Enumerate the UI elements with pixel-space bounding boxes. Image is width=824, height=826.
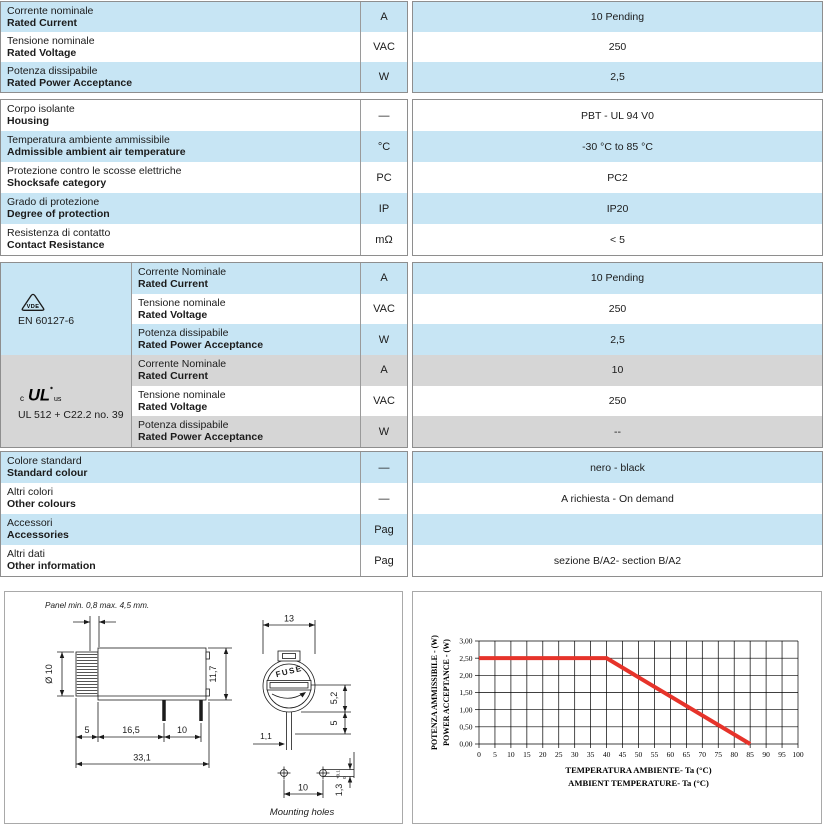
svg-text:0,00: 0,00 (459, 739, 473, 749)
unit-cell: Pag (360, 514, 407, 545)
cert-table-values (412, 262, 823, 448)
panel-note: Panel min. 0,8 max. 4,5 mm. (45, 601, 150, 610)
unit-cell: VAC (360, 32, 407, 62)
svg-text:40: 40 (602, 750, 611, 759)
unit-cell: Pag (360, 545, 407, 576)
dim-cap-length: 5 (84, 725, 90, 735)
label-en: Rated Voltage (138, 308, 208, 321)
value-cell: PBT - UL 94 V0 (413, 100, 822, 131)
table-row (1, 162, 407, 193)
spec-label (132, 355, 360, 386)
label-it: Altri dati (7, 548, 45, 560)
svg-text:20: 20 (539, 750, 547, 759)
svg-text:POTENZA AMMISSIBILE - (W): POTENZA AMMISSIBILE - (W) (430, 635, 439, 750)
svg-text:75: 75 (714, 750, 722, 759)
value-cell: 10 Pending (413, 2, 822, 32)
value-cell: < 5 (413, 224, 822, 255)
spec-label (132, 294, 360, 325)
label-it: Protezione contro le scosse elettriche (7, 165, 182, 177)
cert-rows (132, 355, 407, 447)
table-row (1, 100, 407, 131)
svg-text:35: 35 (586, 750, 595, 759)
spec-label (1, 545, 360, 576)
spec-label (1, 62, 360, 92)
spec-label (1, 514, 360, 545)
table-row (1, 545, 407, 576)
spec-table-2-labels (0, 99, 408, 256)
svg-text:TEMPERATURA AMBIENTE- Ta (°C): TEMPERATURA AMBIENTE- Ta (°C) (565, 765, 712, 775)
ul-logo-text: UL (28, 386, 50, 404)
svg-text:85: 85 (746, 750, 754, 759)
svg-text:30: 30 (570, 750, 579, 759)
svg-text:90: 90 (762, 750, 770, 759)
derating-chart-panel (412, 591, 822, 824)
cert-group-ul (1, 355, 407, 447)
value-cell: 250 (413, 294, 822, 325)
cert-group-cell (1, 355, 132, 447)
cert-standard: UL 512 + C22.2 no. 39 (18, 408, 124, 421)
svg-text:50: 50 (634, 750, 643, 759)
unit-cell: °C (360, 131, 407, 162)
label-it: Corrente Nominale (138, 358, 227, 370)
label-it: Corrente nominale (7, 5, 94, 17)
dim-body-height: 11,7 (208, 665, 218, 683)
ul-logo-us: us (54, 395, 62, 403)
table-row (132, 386, 407, 417)
label-it: Colore standard (7, 455, 82, 467)
value-cell: IP20 (413, 193, 822, 224)
svg-text:95: 95 (778, 750, 786, 759)
dim-pin-width: 1,1 (260, 731, 272, 741)
label-it: Altri colori (7, 486, 54, 498)
table-row (1, 483, 407, 514)
fuse-cap-label: FUSE (274, 663, 304, 680)
table-row (1, 32, 407, 62)
svg-text:10: 10 (507, 750, 515, 759)
value-cell: nero - black (413, 452, 822, 483)
unit-cell: mΩ (360, 224, 407, 255)
unit-cell: — (360, 483, 407, 514)
label-en: Rated Power Acceptance (138, 339, 264, 352)
svg-text:45: 45 (618, 750, 627, 759)
spec-table-1-labels (0, 1, 408, 93)
power-derating-chart (413, 592, 821, 823)
spec-label (132, 386, 360, 417)
label-it: Resistenza di contatto (7, 227, 111, 239)
table-row (132, 324, 407, 355)
cert-values-vde (413, 263, 822, 355)
value-cell: -30 °C to 85 °C (413, 131, 822, 162)
label-it: Tensione nominale (138, 296, 226, 309)
svg-text:1,50: 1,50 (459, 688, 473, 698)
label-it: Temperatura ambiente ammissibile (7, 134, 170, 146)
table-row (1, 131, 407, 162)
table-row (1, 2, 407, 32)
label-it: Corrente Nominale (138, 266, 227, 278)
unit-cell: PC (360, 162, 407, 193)
svg-text:70: 70 (698, 750, 707, 759)
label-it: Potenza dissipabile (7, 65, 98, 77)
dim-hole-pitch: 10 (297, 782, 309, 793)
dim-mid-length: 16,5 (122, 725, 140, 735)
ul-logo-reg-dot (50, 386, 52, 388)
unit-cell: W (360, 62, 407, 92)
svg-text:25: 25 (555, 750, 563, 759)
vde-logo-icon (18, 292, 48, 312)
label-en: Rated Voltage (138, 400, 208, 413)
svg-text:AMBIENT TEMPERATURE- Ta (°C): AMBIENT TEMPERATURE- Ta (°C) (568, 778, 709, 788)
label-en: Other information (7, 560, 96, 572)
unit-cell: W (360, 416, 407, 447)
svg-text:1,00: 1,00 (459, 705, 473, 715)
svg-text:55: 55 (650, 750, 659, 759)
table-row (132, 294, 407, 325)
svg-text:3,00: 3,00 (459, 636, 473, 646)
spec-table-4-labels (0, 451, 408, 577)
value-cell: 2,5 (413, 324, 822, 355)
label-en: Admissible ambient air temperature (7, 146, 186, 158)
spec-label (1, 224, 360, 255)
svg-text:5: 5 (493, 750, 497, 759)
label-en: Other colours (7, 498, 76, 510)
dim-pin-length: 5 (329, 720, 339, 726)
table-row (1, 193, 407, 224)
dim-total-length: 33,1 (133, 752, 151, 763)
spec-table-2-values (412, 99, 823, 256)
unit-cell: VAC (360, 386, 407, 417)
svg-text:2,00: 2,00 (459, 671, 473, 681)
label-en: Rated Current (138, 370, 209, 382)
svg-text:65: 65 (682, 750, 691, 759)
unit-cell: VAC (360, 294, 407, 325)
svg-text:0: 0 (477, 750, 481, 759)
cert-values-ul (413, 355, 822, 447)
label-it: Tensione nominale (138, 388, 226, 401)
label-it: Accessori (7, 517, 53, 529)
table-row (1, 514, 407, 545)
value-cell: sezione B/A2- section B/A2 (413, 545, 822, 576)
label-en: Rated Voltage (7, 47, 77, 59)
vde-logo-text: VDE (26, 303, 40, 310)
label-en: Contact Resistance (7, 239, 105, 251)
label-en: Housing (7, 115, 49, 127)
spec-label (1, 32, 360, 62)
ul-logo-c: c (20, 393, 24, 403)
label-en: Rated Current (7, 17, 78, 29)
spec-table-4-values (412, 451, 823, 577)
spec-label (1, 131, 360, 162)
label-it: Tensione nominale (7, 35, 95, 47)
unit-cell: A (360, 2, 407, 32)
mounting-holes-caption: Mounting holes (269, 807, 335, 818)
label-en: Rated Power Acceptance (138, 431, 264, 444)
dim-slot-tol-plus: +0.1 (335, 770, 341, 779)
value-cell: PC2 (413, 162, 822, 193)
dim-front-width: 13 (283, 613, 295, 624)
spec-table-1-values (412, 1, 823, 93)
unit-cell: W (360, 324, 407, 355)
value-cell: 250 (413, 32, 822, 62)
value-cell: 2,5 (413, 62, 822, 92)
label-en: Shocksafe category (7, 177, 107, 189)
spec-label (132, 416, 360, 447)
cert-rows (132, 263, 407, 355)
technical-drawing (5, 592, 402, 823)
label-en: Accessories (7, 529, 69, 541)
label-en: Degree of protection (7, 208, 110, 220)
value-cell: A richiesta - On demand (413, 483, 822, 514)
value-cell: 250 (413, 386, 822, 417)
svg-text:2,50: 2,50 (459, 653, 473, 663)
label-it: Corpo isolante (7, 103, 75, 115)
table-row (1, 224, 407, 255)
svg-text:80: 80 (730, 750, 738, 759)
dim-slot-tol-zero: 0 (342, 776, 347, 779)
table-row (1, 452, 407, 483)
unit-cell: IP (360, 193, 407, 224)
svg-text:0,50: 0,50 (459, 722, 473, 732)
dim-slot-to-base: 5,2 (329, 691, 339, 705)
unit-cell: A (360, 263, 407, 294)
ul-logo-icon (18, 382, 78, 406)
table-row (132, 355, 407, 386)
spec-label (1, 193, 360, 224)
unit-cell: — (360, 452, 407, 483)
spec-label (132, 324, 360, 355)
unit-cell: A (360, 355, 407, 386)
svg-text:60: 60 (666, 750, 675, 759)
cert-standard: EN 60127-6 (18, 314, 75, 327)
dim-slot-height: 1,3 (334, 783, 344, 797)
value-cell: 10 (413, 355, 822, 386)
spec-label (1, 452, 360, 483)
value-cell: 10 Pending (413, 263, 822, 294)
cert-group-vde (1, 263, 407, 355)
cert-table-labels (0, 262, 408, 448)
label-en: Rated Power Acceptance (7, 77, 133, 89)
unit-cell: — (360, 100, 407, 131)
value-cell (413, 514, 822, 545)
spec-label (1, 2, 360, 32)
table-row (132, 416, 407, 447)
spec-label (132, 263, 360, 294)
spec-label (1, 483, 360, 514)
spec-label (1, 162, 360, 193)
spec-label (1, 100, 360, 131)
label-en: Standard colour (7, 467, 88, 479)
dim-diameter: Ø 10 (44, 664, 54, 684)
cert-group-cell (1, 263, 132, 355)
label-it: Grado di protezione (7, 196, 100, 208)
technical-drawing-panel (4, 591, 403, 824)
value-cell: -- (413, 416, 822, 447)
table-row (1, 62, 407, 92)
svg-text:15: 15 (523, 750, 531, 759)
label-it: Potenza dissipabile (138, 419, 229, 432)
dim-pin-pitch: 10 (176, 725, 188, 735)
label-en: Rated Current (138, 278, 209, 290)
svg-text:100: 100 (792, 750, 804, 759)
label-it: Potenza dissipabile (138, 327, 229, 340)
svg-text:POWER ACCEPTANCE - (W): POWER ACCEPTANCE - (W) (442, 639, 451, 746)
table-row (132, 263, 407, 294)
